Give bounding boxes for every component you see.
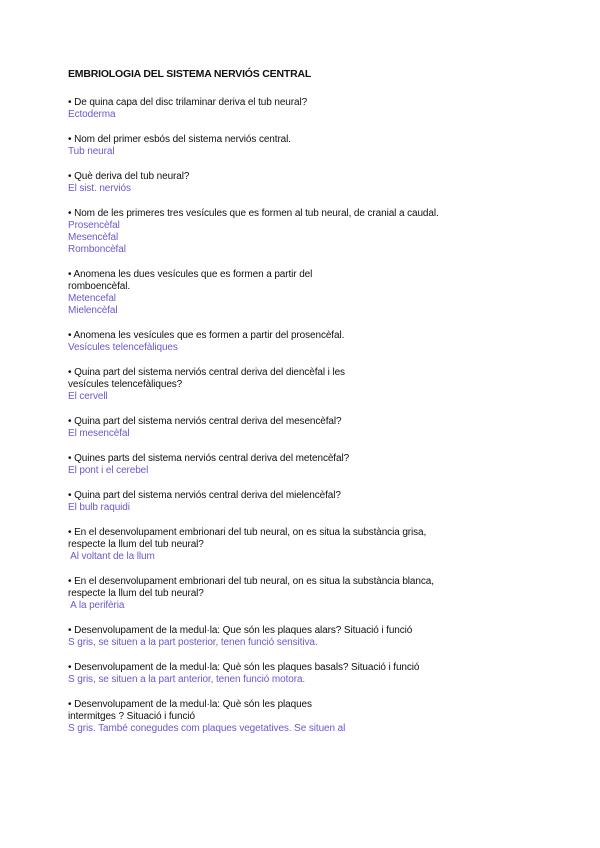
document-page bbox=[68, 68, 538, 748]
answer-text: Prosencèfal bbox=[68, 220, 120, 231]
qa-item bbox=[68, 330, 538, 354]
answer-text: El sist. nerviós bbox=[68, 183, 131, 194]
qa-item bbox=[68, 367, 538, 403]
answer-text: Ectoderma bbox=[68, 109, 116, 120]
answer-text: Mielencèfal bbox=[68, 305, 118, 316]
answer-text: Vesícules telencefàliques bbox=[68, 342, 178, 353]
question-text: • Quina part del sistema nerviós central deriva del diencèfal i les vesícules telencefàliques? bbox=[68, 367, 345, 390]
question-text: • En el desenvolupament embrionari del tub neural, on es situa la substància blanca, respecte la llum del tub neural? bbox=[68, 576, 434, 599]
answer-text: S gris, se situen a la part anterior, tenen funció motora. bbox=[68, 674, 306, 685]
question-text: • Quines parts del sistema nerviós central deriva del metencèfal? bbox=[68, 453, 350, 464]
answer-text: S gris, se situen a la part posterior, tenen funció sensitiva. bbox=[68, 637, 318, 648]
question-text: • Quina part del sistema nerviós central deriva del mielencèfal? bbox=[68, 490, 341, 501]
answer-text: Metencefal bbox=[68, 293, 116, 304]
question-text: • Nom de les primeres tres vesícules que es formen al tub neural, de cranial a caudal. bbox=[68, 208, 439, 219]
answer-text: Tub neural bbox=[68, 146, 115, 157]
question-text: • Què deriva del tub neural? bbox=[68, 171, 190, 182]
answer-text: S gris. També conegudes com plaques vegetatives. Se situen al bbox=[68, 723, 346, 734]
question-text: • Quina part del sistema nerviós central deriva del mesencèfal? bbox=[68, 416, 342, 427]
answer-text: Mesencèfal bbox=[68, 232, 119, 243]
qa-list bbox=[68, 97, 538, 735]
qa-item bbox=[68, 527, 538, 563]
question-text: • Anomena les dues vesícules que es formen a partir del romboencèfal. bbox=[68, 269, 313, 292]
qa-item bbox=[68, 269, 538, 317]
qa-item bbox=[68, 576, 538, 612]
answer-text: El cervell bbox=[68, 391, 108, 402]
answer-text: Al voltant de la llum bbox=[68, 551, 155, 562]
qa-item bbox=[68, 699, 538, 735]
qa-item bbox=[68, 208, 538, 256]
answer-text: A la perifèria bbox=[68, 600, 125, 611]
qa-item bbox=[68, 662, 538, 686]
answer-text: El mesencèfal bbox=[68, 428, 130, 439]
qa-item bbox=[68, 453, 538, 477]
question-text: • Nom del primer esbós del sistema nerviós central. bbox=[68, 134, 291, 145]
question-text: • De quina capa del disc trilaminar deriva el tub neural? bbox=[68, 97, 308, 108]
qa-item bbox=[68, 490, 538, 514]
question-text: • Desenvolupament de la medul·la: Que són les plaques alars? Situació i funció bbox=[68, 625, 413, 636]
answer-text: Romboncèfal bbox=[68, 244, 126, 255]
qa-item bbox=[68, 134, 538, 158]
question-text: • Anomena les vesícules que es formen a partir del prosencèfal. bbox=[68, 330, 345, 341]
question-text: • Desenvolupament de la medul·la: Què són les plaques intermitges ? Situació i funció bbox=[68, 699, 312, 722]
question-text: • Desenvolupament de la medul·la: Què són les plaques basals? Situació i funció bbox=[68, 662, 420, 673]
qa-item bbox=[68, 416, 538, 440]
qa-item bbox=[68, 625, 538, 649]
question-text: • En el desenvolupament embrionari del tub neural, on es situa la substància grisa, respecte la llum del tub neural? bbox=[68, 527, 427, 550]
answer-text: El pont i el cerebel bbox=[68, 465, 149, 476]
qa-item bbox=[68, 171, 538, 195]
answer-text: El bulb raquidi bbox=[68, 502, 130, 513]
document-title: EMBRIOLOGIA DEL SISTEMA NERVIÓS CENTRAL bbox=[68, 68, 312, 80]
qa-item bbox=[68, 97, 538, 121]
